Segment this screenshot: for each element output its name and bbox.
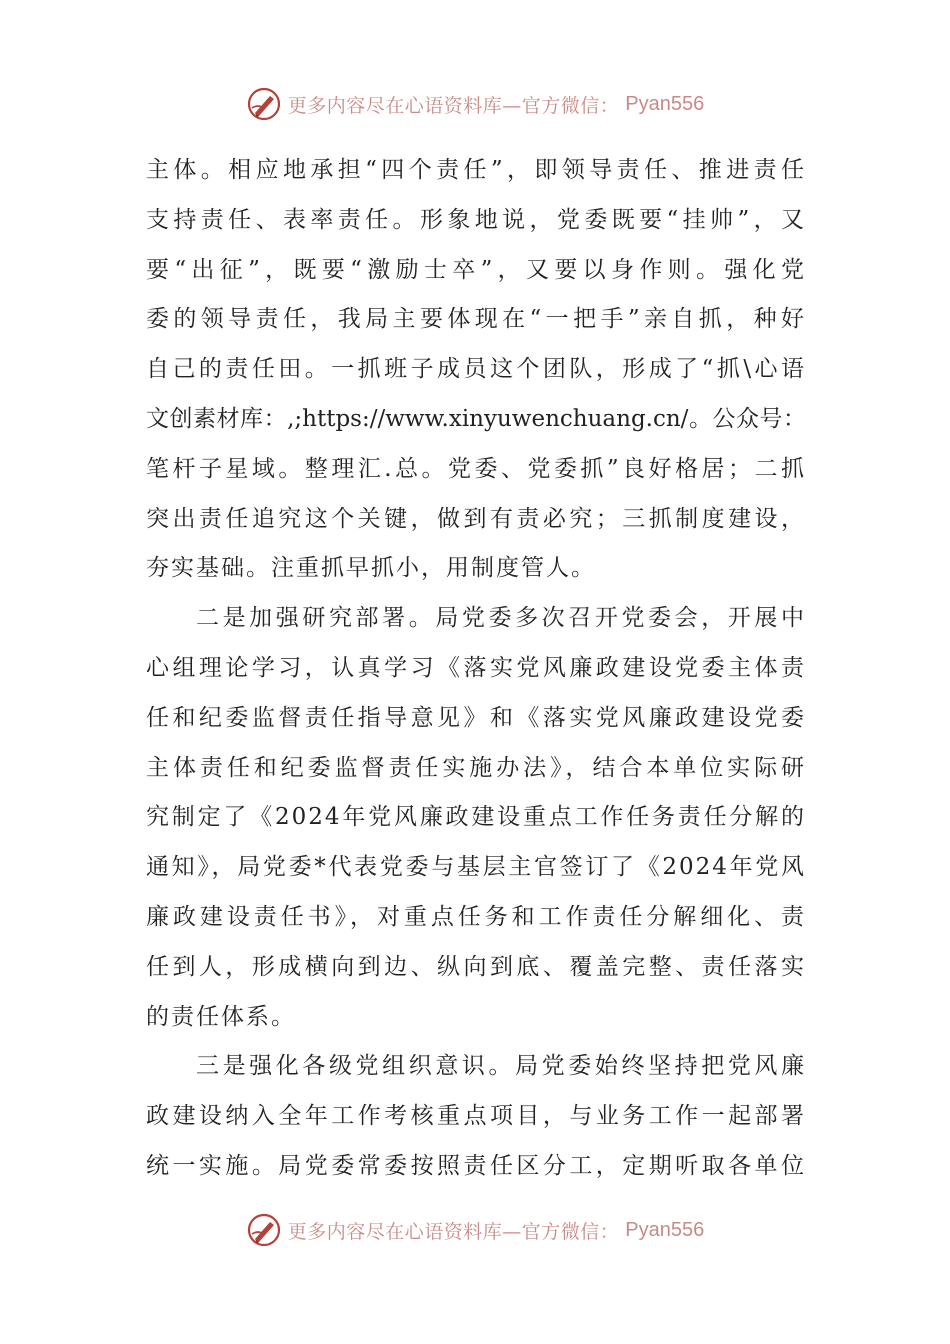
body-line: 二是加强研究部署。局党委多次召开党委会，开展中 [196,605,806,632]
pen-logo-icon [246,1212,282,1248]
body-line: 要“出征”，既要“激励士卒”，又要以身作则。强化党 [146,256,806,283]
header-watermark-text: 更多内容尽在心语资料库—官方微信： [287,94,620,117]
body-line: 廉政建设责任书》，对重点任务和工作责任分解细化、责 [146,903,806,930]
footer-watermark-wechat-id: Pyan556 [625,1218,705,1241]
body-line: 支持责任、表率责任。形象地说，党委既要“挂帅”，又 [146,206,806,233]
body-line: 文创素材库：,;https://www.xinyuwenchuang.cn/。公众号： [146,405,806,432]
body-line: 心组理论学习，认真学习《落实党风廉政建设党委主体责 [146,654,806,681]
footer-watermark-text: 更多内容尽在心语资料库—官方微信： [287,1220,620,1243]
body-line: 三是强化各级党组织意识。局党委始终坚持把党风廉 [196,1053,806,1080]
pen-logo-icon [246,86,282,122]
body-line: 笔杆子星域。整理汇.总。党委、党委抓”良好格居；二抓 [146,455,806,482]
body-line: 的责任体系。 [146,1003,296,1030]
body-line: 通知》，局党委*代表党委与基层主官签订了《2024年党风 [146,854,806,881]
body-line: 统一实施。局党委常委按照责任区分工，定期听取各单位 [146,1152,806,1179]
body-line: 任到人，形成横向到边、纵向到底、覆盖完整、责任落实 [146,953,806,980]
header-watermark-banner [0,84,950,124]
footer-watermark-banner [0,1210,950,1250]
body-line: 主体。相应地承担“四个责任”，即领导责任、推进责任 [146,157,806,183]
body-line: 政建设纳入全年工作考核重点项目，与业务工作一起部署 [146,1103,806,1130]
header-watermark-wechat-id: Pyan556 [625,92,705,115]
body-line: 任和纪委监督责任指导意见》和《落实党风廉政建设党委 [146,704,806,731]
body-line: 自己的责任田。一抓班子成员这个团队，形成了“抓\心语 [146,356,806,383]
body-line: 突出责任追究这个关键，做到有责必究；三抓制度建设， [146,505,806,532]
document-body [146,146,806,1192]
body-line: 主体责任和纪委监督责任实施办法》，结合本单位实际研 [146,754,806,781]
body-line: 委的领导责任，我局主要体现在“一把手”亲自抓，种好 [146,306,806,333]
body-line: 夯实基础。注重抓早抓小，用制度管人。 [146,555,596,582]
body-line: 究制定了《2024年党风廉政建设重点工作任务责任分解的 [146,804,806,831]
